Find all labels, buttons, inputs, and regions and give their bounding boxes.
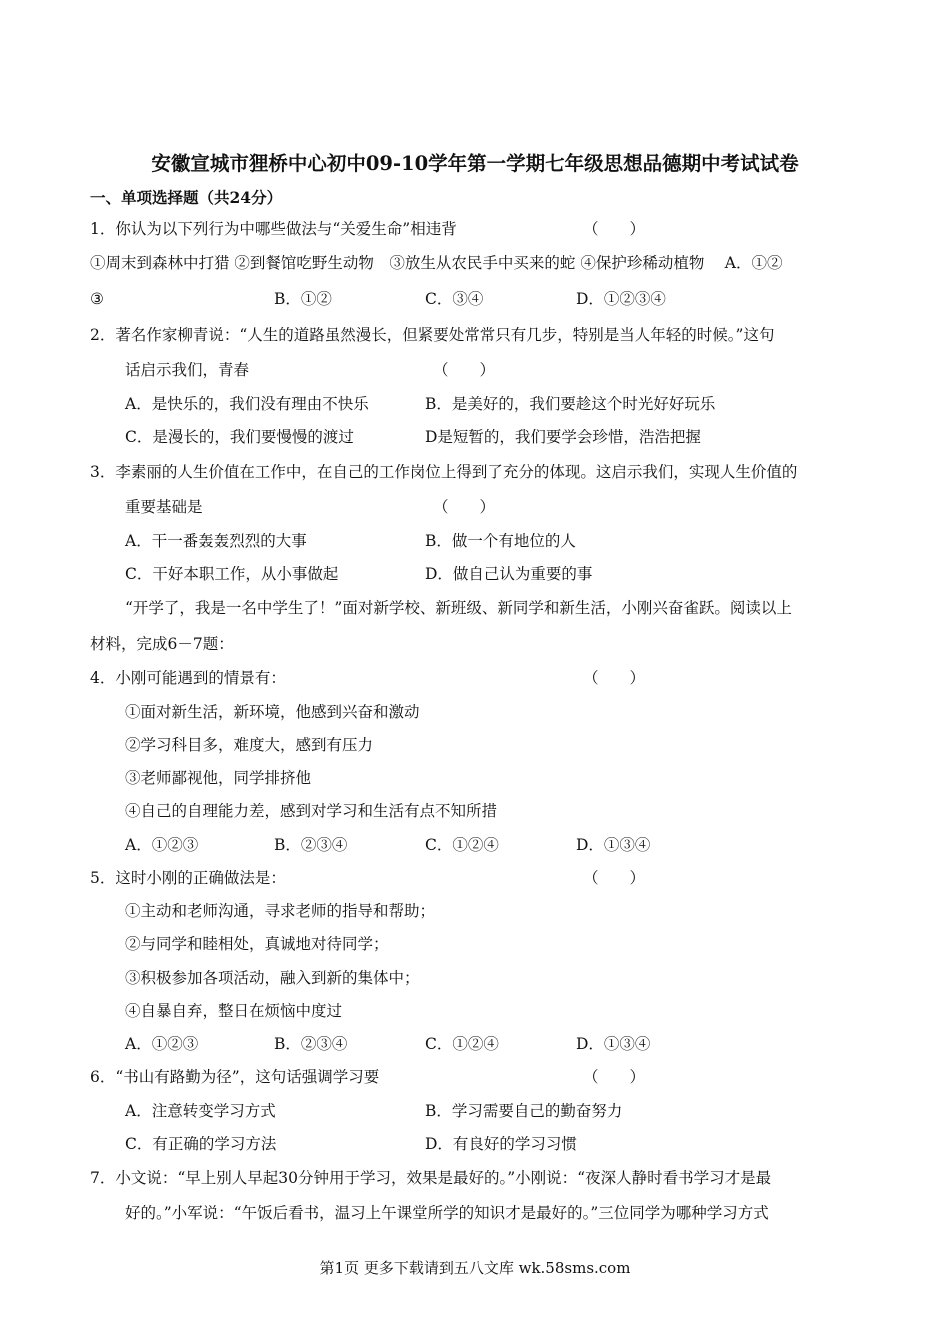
q7-stem: 7．小文说：“早上别人早起30分钟用于学习，效果是最好的。”小刚说：“夜深人静时看书学习才是最 <box>90 1169 772 1187</box>
q5-item: ③积极参加各项活动，融入到新的集体中； <box>125 969 420 987</box>
q7-stem-cont: 好的。”小军说：“午饭后看书，温习上午课堂所学的知识才是最好的。”三位同学为哪种学习方式 <box>125 1204 769 1222</box>
q2-stem: 2．著名作家柳青说：“人生的道路虽然漫长，但紧要处常常只有几步，特别是当人年轻的时候。”这句 <box>90 326 775 344</box>
q4-stem: 4．小刚可能遇到的情景有： <box>90 669 286 687</box>
q2-stem-cont: 话启示我们，青春 <box>125 361 250 379</box>
q1-option-c: C．③④ <box>425 290 484 308</box>
q3-option-a: A．干一番轰轰烈烈的大事 <box>125 532 307 550</box>
q2-option-c: C．是漫长的，我们要慢慢的渡过 <box>125 428 354 446</box>
q5-option-b: B．②③④ <box>274 1035 348 1053</box>
q1-answer-blank: （ ） <box>583 220 646 238</box>
q4-item: ③老师鄙视他，同学排挤他 <box>125 769 312 787</box>
q4-option-c: C．①②④ <box>425 836 499 854</box>
q5-answer-blank: （ ） <box>583 869 646 887</box>
q3-option-b: B．做一个有地位的人 <box>425 532 576 550</box>
q2-answer-blank: （ ） <box>433 361 496 379</box>
page-title: 安徽宣城市狸桥中心初中09-10学年第一学期七年级思想品德期中考试试卷 <box>151 152 799 175</box>
q3-option-d: D．做自己认为重要的事 <box>425 565 593 583</box>
q4-item: ④自己的自理能力差，感到对学习和生活有点不知所措 <box>125 802 498 820</box>
q2-option-b: B．是美好的，我们要趁这个时光好好玩乐 <box>425 395 716 413</box>
q1-option-d: D．①②③④ <box>576 290 666 308</box>
q4-item: ②学习科目多，难度大，感到有压力 <box>125 736 374 754</box>
q6-answer-blank: （ ） <box>583 1068 646 1086</box>
q5-stem: 5．这时小刚的正确做法是： <box>90 869 286 887</box>
q3-stem: 3．李素丽的人生价值在工作中，在自己的工作岗位上得到了充分的体现。这启示我们，实现人生价值的 <box>90 463 798 481</box>
q5-option-d: D．①③④ <box>576 1035 651 1053</box>
q1-option-b: B．①② <box>274 290 332 308</box>
q2-option-a: A．是快乐的，我们没有理由不快乐 <box>125 395 369 413</box>
q5-item: ②与同学和睦相处，真诚地对待同学； <box>125 935 389 953</box>
q3-option-c: C．干好本职工作，从小事做起 <box>125 565 339 583</box>
section-heading: 一、单项选择题（共24分） <box>90 188 283 207</box>
q3-stem-cont: 重要基础是 <box>125 498 203 516</box>
q4-option-d: D．①③④ <box>576 836 651 854</box>
q4-item: ①面对新生活，新环境，他感到兴奋和激动 <box>125 703 420 721</box>
material-line-2: 材料，完成6－7题： <box>90 635 234 653</box>
q6-stem: 6．“书山有路勤为径”，这句话强调学习要 <box>90 1068 380 1086</box>
page-footer: 第1页 更多下载请到五八文库 wk.58sms.com <box>319 1259 631 1277</box>
q1-stem: 1．你认为以下列行为中哪些做法与“关爱生命”相违背 <box>90 220 457 238</box>
q4-option-a: A．①②③ <box>125 836 199 854</box>
material-line-1: “开学了，我是一名中学生了！”面对新学校、新班级、新同学和新生活，小刚兴奋雀跃。阅读以上 <box>125 599 792 617</box>
q6-option-a: A．注意转变学习方式 <box>125 1102 276 1120</box>
q6-option-b: B．学习需要自己的勤奋努力 <box>425 1102 623 1120</box>
q3-answer-blank: （ ） <box>433 498 496 516</box>
q4-option-b: B．②③④ <box>274 836 348 854</box>
q6-option-c: C．有正确的学习方法 <box>125 1135 277 1153</box>
q5-option-c: C．①②④ <box>425 1035 499 1053</box>
q1-option-a-cont: ③ <box>90 290 104 308</box>
q4-answer-blank: （ ） <box>583 669 646 687</box>
q5-option-a: A．①②③ <box>125 1035 199 1053</box>
q5-item: ④自暴自弃，整日在烦恼中度过 <box>125 1002 343 1020</box>
q5-item: ①主动和老师沟通，寻求老师的指导和帮助； <box>125 902 436 920</box>
q2-option-d: D是短暂的，我们要学会珍惜，浩浩把握 <box>425 428 701 446</box>
q1-options-line: ①周末到森林中打猎 ②到餐馆吃野生动物 ③放生从农民手中买来的蛇 ④保护珍稀动植物 A．①② <box>90 254 783 272</box>
q6-option-d: D．有良好的学习习惯 <box>425 1135 577 1153</box>
